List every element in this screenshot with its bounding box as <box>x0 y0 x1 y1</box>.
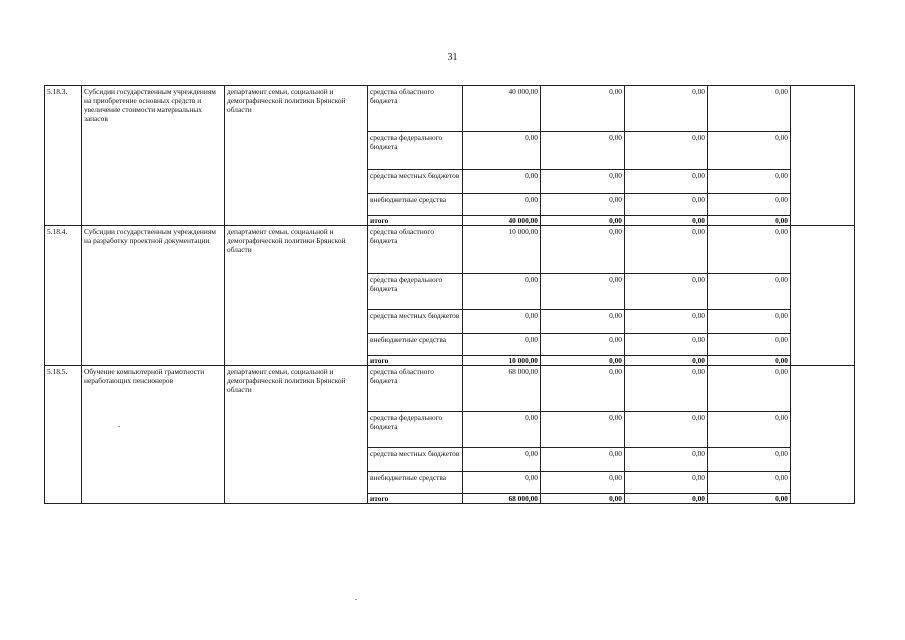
item-name: Субсидии государственным учреждениям на приобретение основных средств и увеличение стоимости материальных запасов <box>82 86 225 226</box>
item-code: 5.18.3. <box>45 86 82 226</box>
funding-source-label: средства местных бюджетов <box>368 448 463 472</box>
value-cell: 0,00 <box>463 170 541 194</box>
value-cell: 0,00 <box>625 472 708 494</box>
table-row <box>45 86 855 132</box>
value-cell: 0,00 <box>541 194 625 216</box>
total-value: 0,00 <box>625 216 708 226</box>
funding-source-label: средства областного бюджета <box>368 226 463 274</box>
value-cell: 0,00 <box>541 448 625 472</box>
item-executor: департамент семьи, социальной и демографической политики Брянской области <box>225 86 368 226</box>
total-value: 0,00 <box>708 216 791 226</box>
funding-source-label: средства федерального бюджета <box>368 132 463 170</box>
value-cell: 0,00 <box>708 334 791 356</box>
total-label: итого <box>368 356 463 366</box>
empty-cell <box>791 366 855 504</box>
value-cell: 0,00 <box>541 226 625 274</box>
scan-speck <box>118 426 120 427</box>
total-value: 0,00 <box>541 494 625 504</box>
value-cell: 68 000,00 <box>463 366 541 412</box>
funding-source-label: средства областного бюджета <box>368 366 463 412</box>
empty-cell <box>791 86 855 226</box>
item-name: Субсидии государственным учреждениям на разработку проектной документации <box>82 226 225 366</box>
empty-cell <box>791 226 855 366</box>
value-cell: 0,00 <box>708 448 791 472</box>
item-name: Обучение компьютерной грамотности неработающих пенсионеров <box>82 366 225 504</box>
value-cell: 0,00 <box>541 412 625 448</box>
total-value: 0,00 <box>541 216 625 226</box>
value-cell: 0,00 <box>708 274 791 310</box>
item-code: 5.18.4. <box>45 226 82 366</box>
value-cell: 0,00 <box>463 132 541 170</box>
value-cell: 0,00 <box>541 310 625 334</box>
value-cell: 0,00 <box>541 366 625 412</box>
value-cell: 0,00 <box>463 194 541 216</box>
total-value: 40 000,00 <box>463 216 541 226</box>
scan-speck <box>355 599 357 600</box>
value-cell: 0,00 <box>708 132 791 170</box>
value-cell: 40 000,00 <box>463 86 541 132</box>
value-cell: 0,00 <box>541 274 625 310</box>
total-value: 0,00 <box>708 494 791 504</box>
funding-source-label: внебюджетные средства <box>368 194 463 216</box>
value-cell: 0,00 <box>541 86 625 132</box>
funding-source-label: средства областного бюджета <box>368 86 463 132</box>
value-cell: 0,00 <box>463 472 541 494</box>
item-executor: департамент семьи, социальной и демографической политики Брянской области <box>225 226 368 366</box>
item-executor: департамент семьи, социальной и демографической политики Брянской области <box>225 366 368 504</box>
total-label: итого <box>368 216 463 226</box>
value-cell: 0,00 <box>625 274 708 310</box>
table-row <box>45 226 855 274</box>
funding-source-label: внебюджетные средства <box>368 334 463 356</box>
funding-source-label: средства местных бюджетов <box>368 170 463 194</box>
value-cell: 0,00 <box>708 226 791 274</box>
value-cell: 0,00 <box>625 226 708 274</box>
total-value: 0,00 <box>625 494 708 504</box>
value-cell: 0,00 <box>708 86 791 132</box>
value-cell: 0,00 <box>625 448 708 472</box>
value-cell: 0,00 <box>708 170 791 194</box>
value-cell: 0,00 <box>541 334 625 356</box>
budget-table <box>44 85 855 504</box>
value-cell: 0,00 <box>541 170 625 194</box>
value-cell: 0,00 <box>463 412 541 448</box>
value-cell: 0,00 <box>625 170 708 194</box>
value-cell: 10 000,00 <box>463 226 541 274</box>
value-cell: 0,00 <box>463 274 541 310</box>
value-cell: 0,00 <box>541 472 625 494</box>
value-cell: 0,00 <box>463 334 541 356</box>
value-cell: 0,00 <box>625 86 708 132</box>
funding-source-label: средства местных бюджетов <box>368 310 463 334</box>
funding-source-label: средства федерального бюджета <box>368 274 463 310</box>
value-cell: 0,00 <box>708 472 791 494</box>
funding-source-label: средства федерального бюджета <box>368 412 463 448</box>
total-label: итого <box>368 494 463 504</box>
total-value: 0,00 <box>708 356 791 366</box>
value-cell: 0,00 <box>463 448 541 472</box>
total-value: 0,00 <box>625 356 708 366</box>
value-cell: 0,00 <box>463 310 541 334</box>
value-cell: 0,00 <box>708 366 791 412</box>
value-cell: 0,00 <box>541 132 625 170</box>
value-cell: 0,00 <box>625 132 708 170</box>
page-number: 31 <box>447 52 458 63</box>
value-cell: 0,00 <box>625 366 708 412</box>
table-row <box>45 366 855 412</box>
value-cell: 0,00 <box>708 412 791 448</box>
total-value: 0,00 <box>541 356 625 366</box>
value-cell: 0,00 <box>708 310 791 334</box>
total-value: 68 000,00 <box>463 494 541 504</box>
total-value: 10 000,00 <box>463 356 541 366</box>
value-cell: 0,00 <box>625 412 708 448</box>
item-code: 5.18.5. <box>45 366 82 504</box>
value-cell: 0,00 <box>625 310 708 334</box>
funding-source-label: внебюджетные средства <box>368 472 463 494</box>
value-cell: 0,00 <box>708 194 791 216</box>
value-cell: 0,00 <box>625 194 708 216</box>
value-cell: 0,00 <box>625 334 708 356</box>
